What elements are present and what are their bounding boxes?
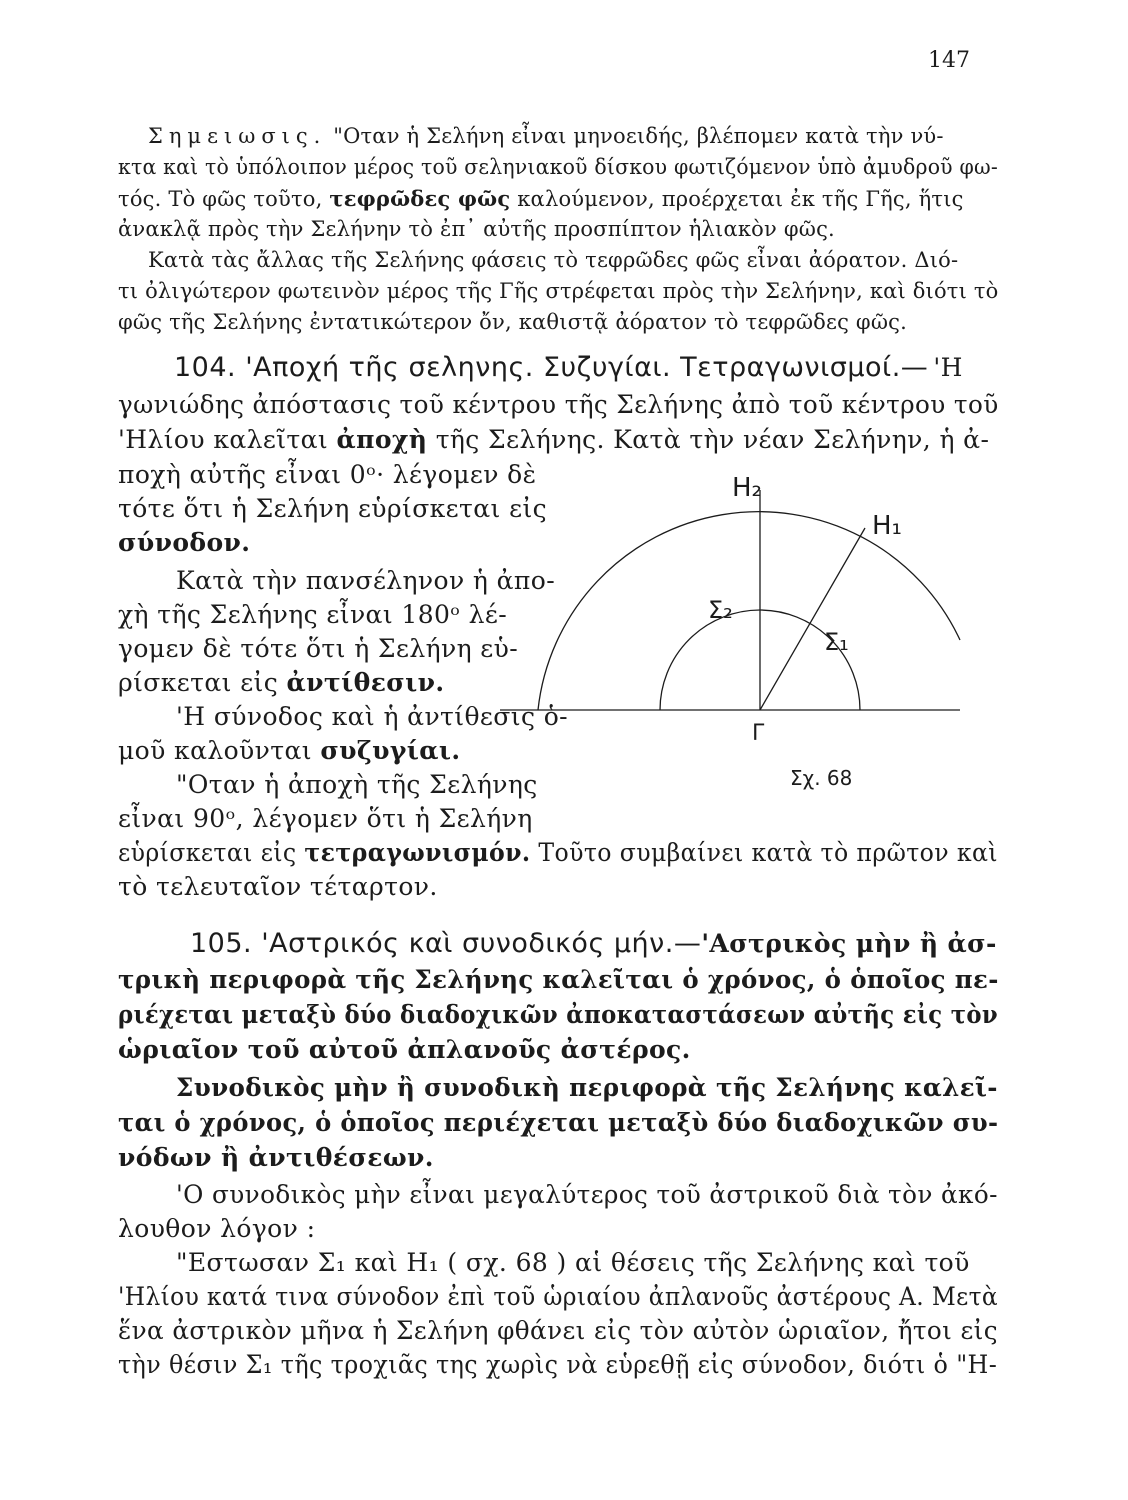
- s104-line-8: γομεν δὲ τότε ὅτι ἡ Σελήνη εὑ-: [118, 634, 519, 663]
- note-line-4: ἀνακλᾷ πρὸς τὴν Σελήνην τὸ ἐπ᾿ αὐτῆς προσπίπτον ἡλιακὸν φῶς.: [118, 217, 835, 241]
- page-number: 147: [928, 48, 970, 73]
- figure-68-diagram: [490, 440, 970, 800]
- bold-term: τετραγωνισμόν.: [304, 838, 531, 867]
- s105-line-5: ται ὁ χρόνος, ὁ ὁποῖος περιέχεται μεταξὺ δύο διαδοχικῶν συ-: [118, 1108, 999, 1137]
- s105-line-1: τρικὴ περιφορὰ τῆς Σελήνης καλεῖται ὁ χρόνος, ὁ ὁποῖος πε-: [118, 965, 999, 994]
- s105-line-6: νόδων ἢ ἀντιθέσεων.: [118, 1143, 434, 1172]
- label-h2: H₂: [732, 473, 762, 503]
- s104-line-4: τότε ὅτι ἡ Σελήνη εὑρίσκεται εἰς: [118, 494, 548, 523]
- section-text: εὑρίσκεται εἰς: [118, 838, 297, 867]
- section-105-heading-line: [190, 928, 997, 959]
- section-text: μοῦ καλοῦνται: [118, 736, 312, 765]
- s104-line-3: ποχὴ αὐτῆς εἶναι 0ᵒ· λέγομεν δὲ: [118, 460, 537, 489]
- s105-line-8: λουθον λόγον :: [118, 1214, 316, 1243]
- s104-line-10: 'Η σύνοδος καὶ ἡ ἀντίθεσις ὁ-: [176, 702, 568, 731]
- note-line-1: [148, 124, 944, 148]
- s104-line-7: χὴ τῆς Σελήνης εἶναι 180ᵒ λέ-: [118, 600, 508, 629]
- note-text: "Οταν ἡ Σελήνη εἶναι μηνοειδής, βλέπομεν κατὰ τὴν νύ-: [333, 124, 944, 148]
- note-line-3: [118, 186, 964, 211]
- s105-line-2: ριέχεται μεταξὺ δύο διαδοχικῶν ἀποκαταστάσεων αὐτῆς εἰς τὸν: [118, 1000, 999, 1029]
- s104-line-11: [118, 736, 461, 765]
- label-h1: H₁: [872, 511, 902, 541]
- note-line-6: τι ὀλιγώτερον φωτεινὸν μέρος τῆς Γῆς στρέφεται πρὸς τὴν Σελήνην, καὶ διότι τὸ: [118, 279, 999, 303]
- section-text: 'Η: [933, 353, 963, 382]
- note-line-2: κτα καὶ τὸ ὑπόλοιπον μέρος τοῦ σεληνιακοῦ δίσκου φωτιζόμενον ὑπὸ ἀμυδροῦ φω-: [118, 155, 998, 179]
- bold-term: συζυγίαι.: [320, 736, 461, 765]
- note-bold-term: τεφρῶδες φῶς: [329, 186, 511, 211]
- s104-line-5: σύνοδον.: [118, 528, 251, 557]
- note-line-5: Κατὰ τὰς ἄλλας τῆς Σελήνης φάσεις τὸ τεφρῶδες φῶς εἶναι ἀόρατον. Διό-: [148, 248, 959, 272]
- figure-caption: Σχ. 68: [790, 766, 853, 790]
- s104-line-9: [118, 668, 445, 697]
- s105-line-12: τὴν θέσιν Σ₁ τῆς τροχιᾶς της χωρὶς νὰ εὑρεθῇ εἰς σύνοδον, διότι ὁ "Η-: [118, 1350, 998, 1379]
- s105-line-9: "Εστωσαν Σ₁ καὶ H₁ ( σχ. 68 ) αἱ θέσεις τῆς Σελήνης καὶ τοῦ: [176, 1248, 970, 1277]
- s104-line-12: "Οταν ἡ ἀποχὴ τῆς Σελήνης: [176, 770, 538, 799]
- section-104-heading: 104. 'Αποχή τῆς σεληνης. Συζυγίαι. Τετραγωνισμοί.—: [174, 352, 929, 383]
- s105-line-7: 'Ο συνοδικὸς μὴν εἶναι μεγαλύτερος τοῦ ἀστρικοῦ διὰ τὸν ἀκό-: [176, 1180, 998, 1209]
- s104-line-6: Κατὰ τὴν πανσέληνον ἡ ἀπο-: [176, 566, 556, 595]
- bold-term: ἀντίθεσιν.: [286, 668, 445, 697]
- section-105-heading: 105. 'Αστρικός καὶ συνοδικός μήν.—: [190, 928, 702, 959]
- s104-line-13: εἶναι 90ᵒ, λέγομεν ὅτι ἡ Σελήνη: [118, 804, 533, 833]
- s104-line-1: γωνιώδης ἀπόστασις τοῦ κέντρου τῆς Σελήνης ἀπὸ τοῦ κέντρου τοῦ: [118, 390, 999, 419]
- section-104-heading-line: [174, 352, 963, 383]
- s105-line-4: Συνοδικὸς μὴν ἢ συνοδικὴ περιφορὰ τῆς Σελήνης καλεῖ-: [176, 1073, 998, 1102]
- s105-line-11: ἕνα ἀστρικὸν μῆνα ἡ Σελήνη φθάνει εἰς τὸν αὐτὸν ὡριαῖον, ἤτοι εἰς: [118, 1316, 998, 1345]
- note-line-7: φῶς τῆς Σελήνης ἐντατικώτερον ὄν, καθιστᾷ ἀόρατον τὸ τεφρῶδες φῶς.: [118, 310, 908, 334]
- section-text: Τοῦτο συμβαίνει κατὰ τὸ πρῶτον καὶ: [538, 838, 998, 867]
- label-s1: Σ₁: [824, 628, 849, 656]
- s105-line-3: ὡριαῖον τοῦ αὐτοῦ ἀπλανοῦς ἀστέρος.: [118, 1035, 691, 1064]
- s104-line-15: τὸ τελευταῖον τέταρτον.: [118, 872, 438, 901]
- note-text: τός. Τὸ φῶς τοῦτο,: [118, 187, 323, 211]
- s105-line-10: 'Ηλίου κατά τινα σύνοδον ἐπὶ τοῦ ὡριαίου ἀπλανοῦς ἀστέρους Α. Μετὰ: [118, 1282, 998, 1311]
- s104-line-14: [118, 838, 998, 867]
- bold-term: ἀποχὴ: [336, 425, 428, 454]
- label-s2: Σ₂: [708, 596, 733, 624]
- section-text: τῆς Σελήνης. Κατὰ τὴν νέαν Σελήνην, ἡ ἀ-: [435, 425, 990, 454]
- bold-term: 'Αστρικὸς μὴν ἢ ἀσ-: [701, 929, 997, 958]
- label-gamma: Γ: [752, 721, 765, 746]
- note-label: Σημειωσις.: [148, 124, 327, 148]
- section-text: ρίσκεται εἰς: [118, 668, 279, 697]
- line-gamma-h1: [760, 528, 865, 710]
- section-text: 'Ηλίου καλεῖται: [118, 425, 329, 454]
- note-text: καλούμενον, προέρχεται ἐκ τῆς Γῆς, ἥτις: [517, 187, 964, 211]
